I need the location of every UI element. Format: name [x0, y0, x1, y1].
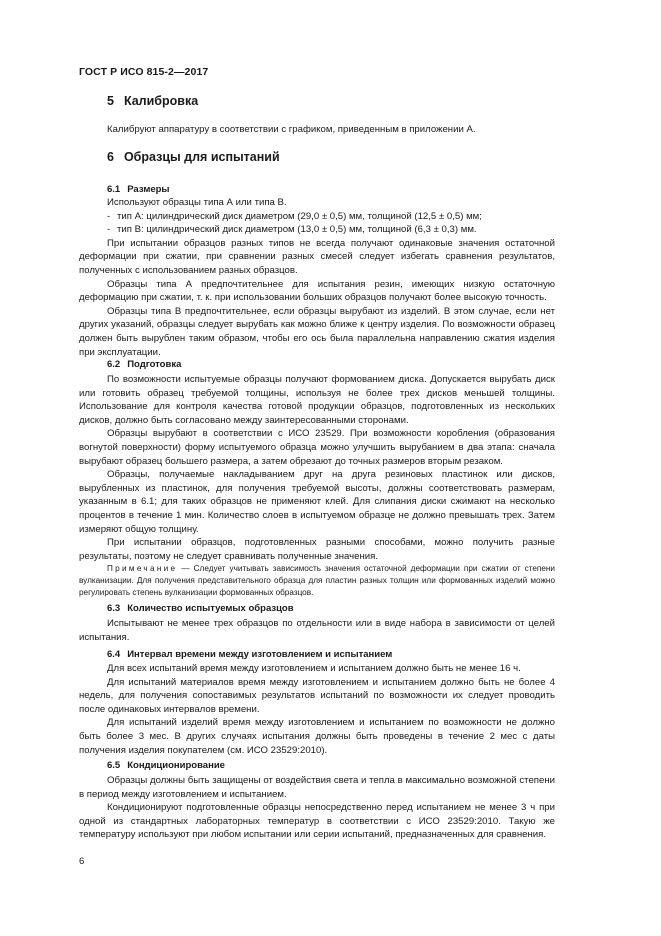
- paragraph: При испытании образцов, подготовленных разными способами, можно получить разные результаты, поэтому не следует сравнивать полученные значения.: [79, 537, 555, 562]
- subsection-title: Количество испытуемых образцов: [127, 603, 294, 614]
- subsection-6-4-body: [79, 662, 555, 757]
- list-item-text: тип В: цилиндрический диск диаметром (13,0 ± 0,5) мм, толщиной (6,3 ± 0,3) мм.: [117, 224, 477, 236]
- subsection-title: Кондиционирование: [127, 760, 225, 771]
- section-number: 5: [107, 94, 114, 108]
- subsection-6-3-body: [79, 617, 555, 644]
- note: [79, 563, 555, 598]
- paragraph: Используют образцы типа А или типа В.: [107, 197, 287, 208]
- subsection-6-2-heading: [107, 359, 181, 370]
- subsection-number: 6.5: [107, 760, 121, 771]
- list-dash: -: [107, 224, 111, 236]
- document-header: ГОСТ Р ИСО 815-2—2017: [79, 66, 209, 78]
- section-5-heading: [107, 94, 198, 108]
- subsection-6-1-heading: [107, 184, 170, 195]
- subsection-number: 6.1: [107, 184, 121, 195]
- paragraph: Для испытаний изделий время между изготовлением и испытанием по возможности не должно быть более 3 мес. В других случаях испытания должны быть проведены в течение 2 мес с даты получения изделия покупателем (см. ИСО 23529:2010).: [79, 717, 555, 756]
- paragraph: Образцы должны быть защищены от воздействия света и тепла в максимально возможной степени в период между изготовлением и испытанием.: [79, 775, 555, 800]
- list-dash: -: [107, 210, 111, 222]
- paragraph: Кондиционируют подготовленные образцы непосредственно перед испытанием не менее 3 ч при одной из стандартных лабораторных температур в соответствии с ИСО 23529:2010. Такую же температуру используют при любом испытании или серии испытаний, предназначенных для сравнения.: [79, 802, 555, 841]
- subsection-6-1-body: [79, 196, 555, 359]
- section-number: 6: [107, 150, 114, 164]
- section-title: Образцы для испытаний: [123, 150, 280, 164]
- subsection-6-5-body: [79, 774, 555, 842]
- subsection-title: Размеры: [127, 184, 170, 195]
- note-label: Примечание: [107, 564, 178, 573]
- subsection-6-3-heading: [107, 603, 294, 614]
- paragraph: Образцы типа В предпочтительнее, если образцы вырубают из изделий. В этом случае, если нет других указаний, образцы следует вырубать как можно ближе к центру изделия. По возможности образец должен быть вырублен таким образом, чтобы его ось была параллельна направлению сжатия изделия при эксплуатации.: [79, 305, 555, 358]
- subsection-6-2-body: [79, 373, 555, 563]
- paragraph: Для испытаний материалов время между изготовлением и испытанием должно быть не более 4 недель, для получения сопоставимых результатов испытаний по возможности их следует проводить после одинаковых интервалов времени.: [79, 676, 555, 715]
- subsection-title: Интервал времени между изготовлением и испытанием: [127, 649, 393, 660]
- paragraph: При испытании образцов разных типов не всегда получают одинаковые значения остаточной деформации при сжатии, при сравнении разных смесей следует избегать сравнения результатов, полученных с использованием разных образцов.: [79, 237, 555, 276]
- subsection-title: Подготовка: [127, 359, 182, 370]
- subsection-number: 6.4: [107, 649, 121, 660]
- paragraph: Образцы, получаемые накладыванием друг на друга резиновых пластинок или дисков, вырубленных из пластинок, для получения требуемой высоты, должны соответствовать размерам, указанным в 6.1; для таких образцов не применяют клей. Для слипания диски сжимают на несколько процентов в течение 1 мин. Количество слоев в испытуемом образце не должно превышать трех. Затем измеряют общую толщину.: [79, 469, 555, 535]
- section-5-body: [79, 123, 555, 137]
- subsection-6-5-heading: [107, 760, 225, 771]
- section-title: Калибровка: [123, 94, 199, 108]
- paragraph: Образцы типа А предпочтительнее для испытания резин, имеющих низкую остаточную деформацию при сжатии, т. к. при использовании больших образцов получают более высокую точность.: [79, 278, 555, 304]
- paragraph: Образцы вырубают в соответствии с ИСО 23529. При возможности коробления (образования вогнутой поверхности) форму испытуемого образца можно улучшить вырубанием в два этапа: сначала вырубают образец большего размера, а затем обрезают до точных размеров вторым резаком.: [79, 428, 555, 467]
- subsection-number: 6.3: [107, 603, 121, 614]
- paragraph: По возможности испытуемые образцы получают формованием диска. Допускается вырубать диск или готовить образец требуемой толщины, используя не более трех дисков меньшей толщины. Использование для контроля качества готовой продукции образцов, подготовленных из нескольких дисков, должно быть согласовано между заинтересованными сторонами.: [79, 374, 555, 426]
- list-item-text: тип А: цилиндрический диск диаметром (29,0 ± 0,5) мм, толщиной (12,5 ± 0,5) мм;: [117, 210, 482, 222]
- paragraph: Для всех испытаний время между изготовлением и испытанием должно быть не менее 16 ч.: [107, 663, 521, 674]
- paragraph: Испытывают не менее трех образцов по отдельности или в виде набора в зависимости от целей испытания.: [79, 618, 555, 643]
- page-number: 6: [79, 856, 85, 867]
- section-6-heading: [107, 150, 280, 164]
- list-item: [79, 223, 555, 237]
- subsection-number: 6.2: [107, 359, 121, 370]
- list-item: [79, 210, 555, 224]
- note-text: — Следует учитывать зависимость значения остаточной деформации при сжатии от степени вулканизации. Для получения представительного образца для пластин разных толщин или формованных изделий можно регулировать степень вулканизации формованных образцов.: [79, 564, 555, 597]
- subsection-6-4-heading: [107, 649, 392, 660]
- paragraph: Калибруют аппаратуру в соответствии с графиком, приведенным в приложении А.: [107, 124, 476, 135]
